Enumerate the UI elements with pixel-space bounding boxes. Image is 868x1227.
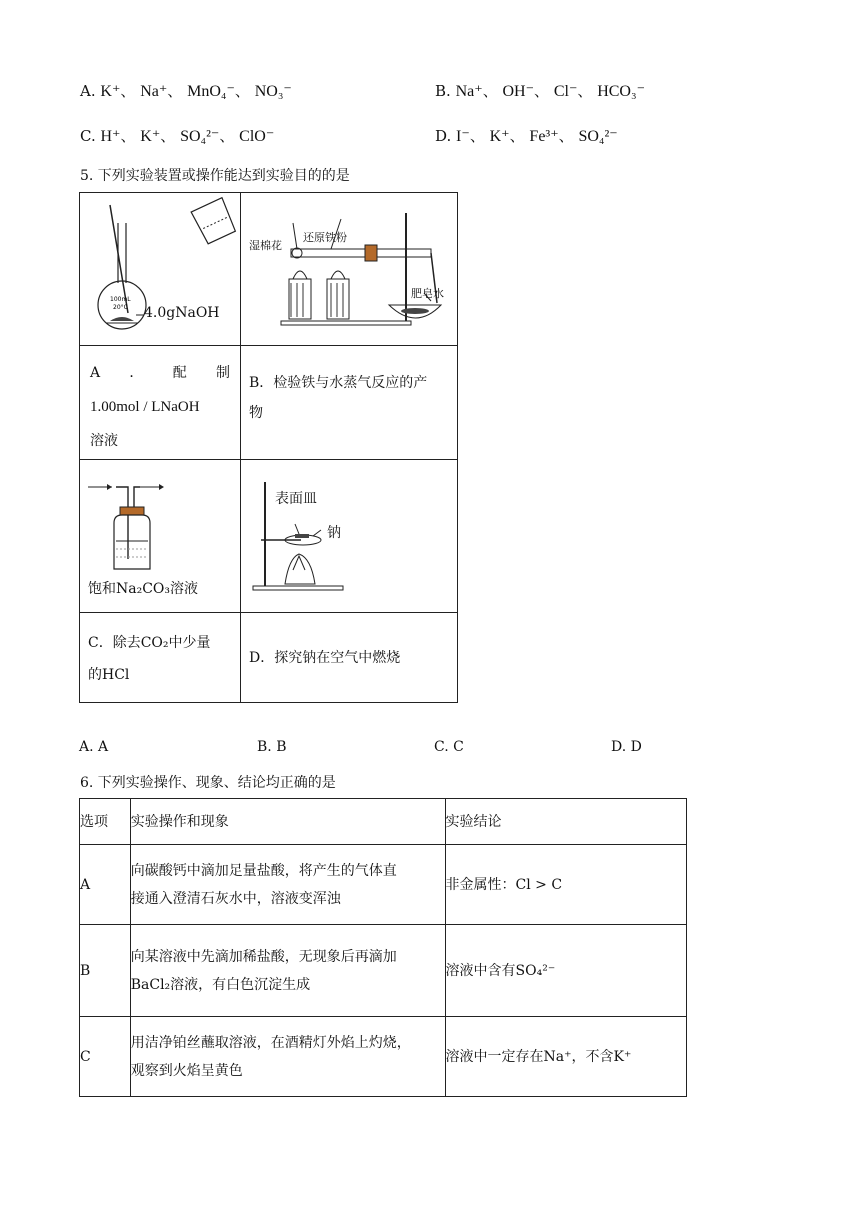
caption-a-word1: 配 — [172, 365, 187, 381]
ion-b1: Na⁺ — [455, 83, 483, 100]
ion-b3: Cl⁻ — [553, 83, 578, 100]
table-row — [80, 925, 687, 1017]
q5-table — [79, 192, 458, 703]
caption-a-dot: ． — [129, 365, 144, 381]
row-operation — [130, 1017, 445, 1097]
row-operation-line2: 观察到火焰呈黄色 — [130, 1062, 243, 1079]
q6-table — [79, 798, 687, 1097]
fig-b-label-cotton: 湿棉花 — [249, 239, 282, 252]
header-conclusion: 实验结论 — [445, 799, 686, 845]
iron-steam-apparatus-diagram — [241, 193, 457, 341]
caption-c-cell — [80, 613, 241, 703]
fig-b-label-iron: 还原铁粉 — [303, 231, 347, 244]
row-option: C — [80, 1017, 131, 1097]
ion-a4: NO₃⁻ — [254, 83, 292, 100]
sep: 、 — [534, 82, 550, 100]
fig-d-label-sodium: 钠 — [327, 525, 341, 541]
ion-b4: HCO₃⁻ — [597, 83, 646, 100]
fig-b-cell — [241, 193, 458, 346]
sodium-burning-diagram — [241, 460, 457, 608]
sep: 、 — [469, 127, 485, 145]
fig-a-label: 4.0gNaOH — [144, 305, 220, 321]
q6-stem: 6. 下列实验操作、现象、结论均正确的是 — [80, 775, 336, 791]
row-conclusion: 溶液中一定存在Na⁺，不含K⁺ — [445, 1017, 686, 1097]
option-letter: C. — [80, 127, 96, 145]
header-operation: 实验操作和现象 — [130, 799, 445, 845]
option-letter: D. — [435, 127, 452, 145]
caption-a-conc: 1.00mol / LNaOH — [90, 399, 200, 415]
gas-washing-bottle-diagram — [80, 479, 240, 589]
caption-b — [249, 368, 454, 428]
ion-c2: K⁺ — [140, 128, 161, 145]
sep: 、 — [219, 127, 235, 145]
caption-c — [88, 627, 211, 691]
row-operation-line1: 用洁净铂丝蘸取溶液，在酒精灯外焰上灼烧， — [130, 1034, 411, 1051]
ion-d3: Fe³⁺ — [529, 128, 559, 145]
table-row — [80, 845, 687, 925]
table-row — [80, 1017, 687, 1097]
row-operation-line1: 向碳酸钙中滴加足量盐酸，将产生的气体直 — [130, 862, 397, 879]
ion-a3: MnO₄⁻ — [187, 83, 235, 100]
fig-a-cell — [80, 193, 241, 346]
caption-a-solution: 溶液 — [90, 433, 118, 449]
sep: 、 — [558, 127, 574, 145]
option-letter: A. — [80, 82, 96, 100]
caption-b-line2: 物 — [249, 405, 263, 421]
q4-option-d — [435, 125, 618, 146]
ion-a1: K⁺ — [100, 83, 121, 100]
row-operation-line2: 接通入澄清石灰水中，溶液变浑浊 — [130, 890, 341, 907]
sep: 、 — [509, 127, 525, 145]
sep: 、 — [577, 82, 593, 100]
row-option: A — [80, 845, 131, 925]
caption-b-cell — [241, 346, 458, 460]
row-operation — [130, 845, 445, 925]
answer-b: B. B — [257, 739, 287, 755]
ion-b2: OH⁻ — [502, 83, 535, 100]
row-conclusion: 非金属性：Cl > C — [445, 845, 686, 925]
fig-c-cell — [80, 460, 241, 613]
sep: 、 — [120, 127, 136, 145]
row-conclusion: 溶液中含有SO₄²⁻ — [445, 925, 686, 1017]
flask-text-2: 20°C — [113, 304, 128, 311]
caption-a-letter: A — [90, 365, 101, 381]
answer-a: A. A — [79, 739, 109, 755]
sep: 、 — [167, 82, 183, 100]
row-operation-line2: BaCl₂溶液，有白色沉淀生成 — [130, 976, 311, 993]
caption-d: D．探究钠在空气中燃烧 — [249, 650, 401, 666]
q5-stem: 5. 下列实验装置或操作能达到实验目的的是 — [80, 168, 350, 184]
ion-c3: SO₄²⁻ — [180, 128, 220, 145]
answer-d: D. D — [611, 739, 642, 755]
sep: 、 — [234, 82, 250, 100]
row-operation — [130, 925, 445, 1017]
ion-a2: Na⁺ — [140, 83, 168, 100]
q4-option-b — [435, 80, 645, 101]
q4-option-a — [80, 80, 292, 101]
table-header-row — [80, 799, 687, 845]
row-operation-line1: 向某溶液中先滴加稀盐酸，无现象后再滴加 — [130, 948, 397, 965]
ion-d4: SO₄²⁻ — [578, 128, 618, 145]
ion-d2: K⁺ — [489, 128, 510, 145]
sep: 、 — [120, 82, 136, 100]
sep: 、 — [482, 82, 498, 100]
caption-c-line1: C．除去CO₂中少量 — [88, 635, 211, 651]
option-letter: B. — [435, 82, 451, 100]
ion-c1: H⁺ — [100, 128, 121, 145]
caption-a — [90, 356, 230, 458]
caption-b-line1: B．检验铁与水蒸气反应的产 — [249, 375, 428, 391]
fig-d-label-dish: 表面皿 — [275, 491, 317, 507]
fig-b-label-soap: 肥皂水 — [411, 287, 444, 300]
sep: 、 — [160, 127, 176, 145]
caption-c-line2: 的HCl — [88, 667, 130, 683]
header-option: 选项 — [80, 799, 131, 845]
answer-c: C. C — [434, 739, 464, 755]
row-option: B — [80, 925, 131, 1017]
ion-c4: ClO⁻ — [239, 128, 275, 145]
fig-c-label: 饱和Na₂CO₃溶液 — [88, 581, 199, 597]
caption-a-word2: 制 — [215, 365, 230, 381]
fig-d-cell — [241, 460, 458, 613]
caption-d-cell — [241, 613, 458, 703]
flask-text-1: 100mL — [110, 296, 131, 303]
q4-option-c — [80, 125, 274, 146]
ion-d1: I⁻ — [456, 128, 470, 145]
caption-a-cell — [80, 346, 241, 460]
